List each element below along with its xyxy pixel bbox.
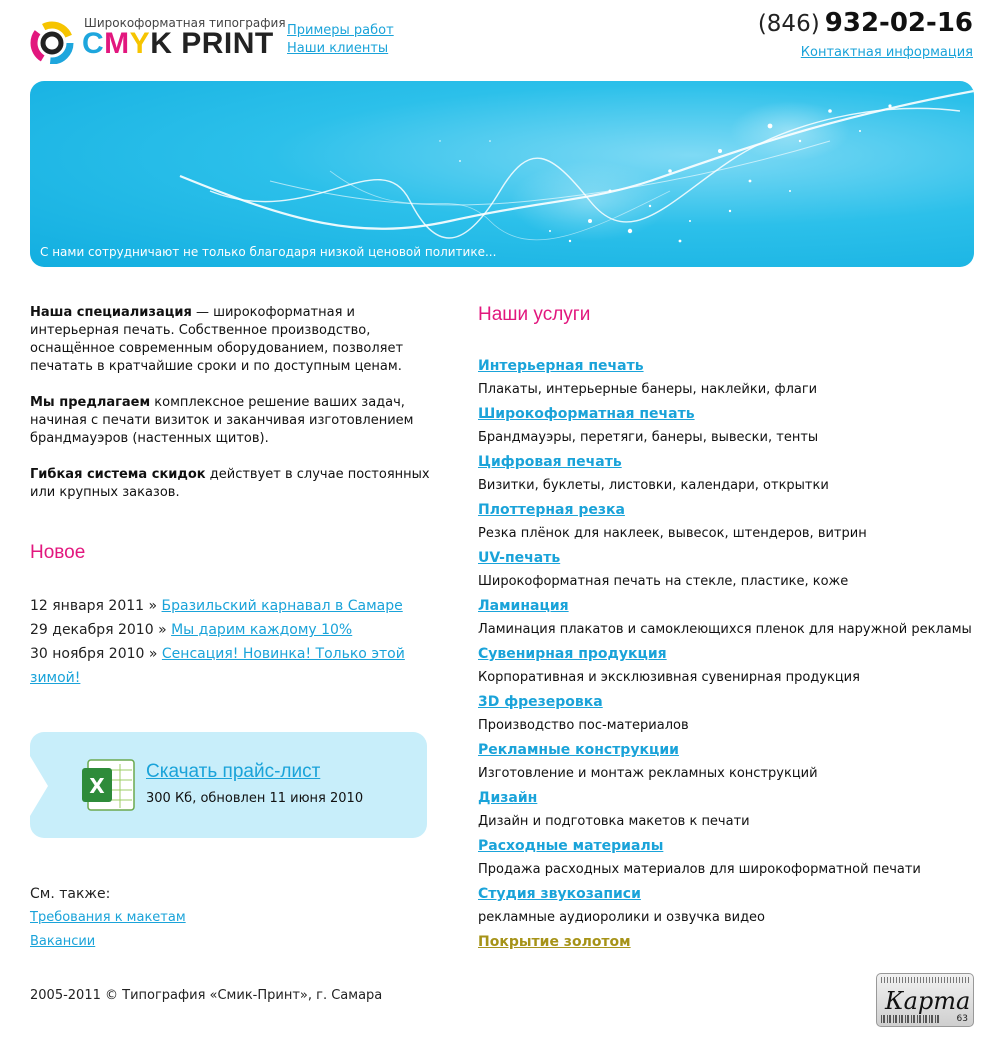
service-description: Дизайн и подготовка макетов к печати — [478, 814, 750, 829]
service-item — [478, 450, 978, 498]
see-also-link-requirements[interactable]: Требования к макетам — [30, 910, 186, 925]
news-date: 12 января 2011 » — [30, 598, 162, 614]
service-description: Плакаты, интерьерные банеры, наклейки, флаги — [478, 382, 818, 397]
service-item — [478, 354, 978, 402]
news-date: 29 декабря 2010 » — [30, 622, 172, 638]
download-price-list-link[interactable]: Скачать прайс-лист — [146, 761, 321, 782]
service-description: Изготовление и монтаж рекламных конструкций — [478, 766, 818, 781]
service-item — [478, 690, 978, 738]
service-link[interactable]: Дизайн — [478, 790, 538, 806]
nav-link-portfolio[interactable]: Примеры работ — [287, 23, 394, 38]
intro-bold: Гибкая система скидок — [30, 467, 206, 482]
banner-caption: С нами сотрудничают не только благодаря низкой ценовой политике... — [40, 245, 497, 259]
excel-icon[interactable] — [80, 756, 138, 814]
phone-number — [758, 8, 973, 38]
intro-bold: Наша специализация — [30, 305, 192, 320]
logo-letter-m: M — [104, 27, 130, 60]
service-description: Брандмауэры, перетяги, банеры, вывески, тенты — [478, 430, 819, 445]
service-item — [478, 642, 978, 690]
service-item — [478, 498, 978, 546]
service-item — [478, 402, 978, 450]
service-link[interactable]: 3D фрезеровка — [478, 694, 603, 710]
service-item — [478, 594, 978, 642]
service-link[interactable]: Широкоформатная печать — [478, 406, 695, 422]
service-item — [478, 738, 978, 786]
intro-paragraph — [30, 466, 430, 502]
service-item — [478, 786, 978, 834]
logo-word-print: PRINT — [172, 27, 274, 60]
service-description: Резка плёнок для наклеек, вывесок, штендеров, витрин — [478, 526, 867, 541]
service-link[interactable]: Рекламные конструкции — [478, 742, 679, 758]
service-item — [478, 882, 978, 930]
contact-info-link[interactable]: Контактная информация — [800, 45, 973, 60]
map-card-button[interactable] — [876, 973, 974, 1027]
service-link-gold-coating[interactable]: Покрытие золотом — [478, 934, 631, 950]
sparkle-wave-graphic — [30, 81, 974, 267]
nav-link-clients[interactable]: Наши клиенты — [287, 41, 389, 56]
intro-text-span: действует в случае постоянных или крупных заказов. — [30, 467, 430, 500]
news-date: 30 ноября 2010 » — [30, 646, 162, 662]
map-card-number: 63 — [956, 1014, 968, 1024]
service-item — [478, 834, 978, 882]
services-list — [478, 354, 978, 954]
logo-tagline: Широкоформатная типография — [84, 16, 286, 30]
pointer-arrow-icon — [30, 756, 50, 816]
news-item — [30, 642, 430, 690]
service-description: Корпоративная и эксклюзивная сувенирная продукция — [478, 670, 860, 685]
service-link[interactable]: Расходные материалы — [478, 838, 664, 854]
svg-text:X: X — [89, 774, 105, 798]
hero-banner — [30, 81, 974, 267]
map-card-label: Карта — [885, 987, 971, 1015]
price-list-download-box — [30, 732, 427, 838]
service-link[interactable]: Цифровая печать — [478, 454, 622, 470]
logo-letter-y: Y — [129, 27, 151, 60]
intro-paragraph — [30, 394, 430, 448]
service-link[interactable]: Плоттерная резка — [478, 502, 625, 518]
see-also-link-vacancies[interactable]: Вакансии — [30, 934, 96, 949]
service-description: Ламинация плакатов и самоклеющихся пленок для наружной рекламы — [478, 622, 972, 637]
service-link[interactable]: Сувенирная продукция — [478, 646, 667, 662]
news-item — [30, 618, 430, 642]
service-item — [478, 546, 978, 594]
news-link[interactable]: Мы дарим каждому 10% — [171, 622, 353, 638]
service-link[interactable]: Ламинация — [478, 598, 569, 614]
download-meta: 300 Кб, обновлен 11 июня 2010 — [146, 791, 364, 806]
barcode-decoration — [881, 1015, 941, 1023]
intro-paragraph — [30, 304, 430, 376]
service-link[interactable]: Студия звукозаписи — [478, 886, 641, 902]
service-description: Широкоформатная печать на стекле, пластике, коже — [478, 574, 849, 589]
top-nav — [287, 22, 394, 58]
intro-bold: Мы предлагаем — [30, 395, 151, 410]
logo[interactable] — [30, 14, 286, 64]
service-link[interactable]: Интерьерная печать — [478, 358, 644, 374]
news-item — [30, 594, 430, 618]
service-description: Визитки, буклеты, листовки, календари, открытки — [478, 478, 829, 493]
barcode-decoration — [881, 977, 969, 983]
logo-wordmark — [82, 27, 274, 61]
intro-text-span: комплексное решение ваших задач, начиная с печати визиток и заканчивая изготовлением брандмауэров (настенных щитов). — [30, 395, 414, 446]
see-also-label: См. также: — [30, 886, 111, 902]
service-description: рекламные аудиоролики и озвучка видео — [478, 910, 766, 925]
news-list — [30, 594, 430, 690]
service-link[interactable]: UV-печать — [478, 550, 561, 566]
footer-copyright: 2005-2011 © Типография «Смик-Принт», г. Самара — [30, 988, 383, 1003]
logo-letter-k: K — [150, 27, 173, 60]
news-link[interactable]: Бразильский карнавал в Самаре — [161, 598, 403, 614]
cmyk-swirl-icon — [30, 20, 76, 64]
service-description: Продажа расходных материалов для широкоформатной печати — [478, 862, 921, 877]
see-also — [30, 882, 186, 954]
service-description: Производство пос-материалов — [478, 718, 689, 733]
phone-code: (846) — [757, 11, 820, 37]
intro-text-span: — широкоформатная и интерьерная печать. Собственное производство, оснащённое современным оборудованием, позволяет печатать в кратчайшие сроки и по доступным ценам. — [30, 305, 404, 374]
services-heading: Наши услуги — [478, 304, 591, 325]
news-heading: Новое — [30, 542, 86, 563]
logo-letter-c: C — [82, 27, 105, 60]
phone-main: 932-02-16 — [824, 8, 973, 38]
intro-text — [30, 304, 430, 520]
news-link[interactable]: Сенсация! Новинка! Только этой зимой! — [30, 646, 405, 686]
